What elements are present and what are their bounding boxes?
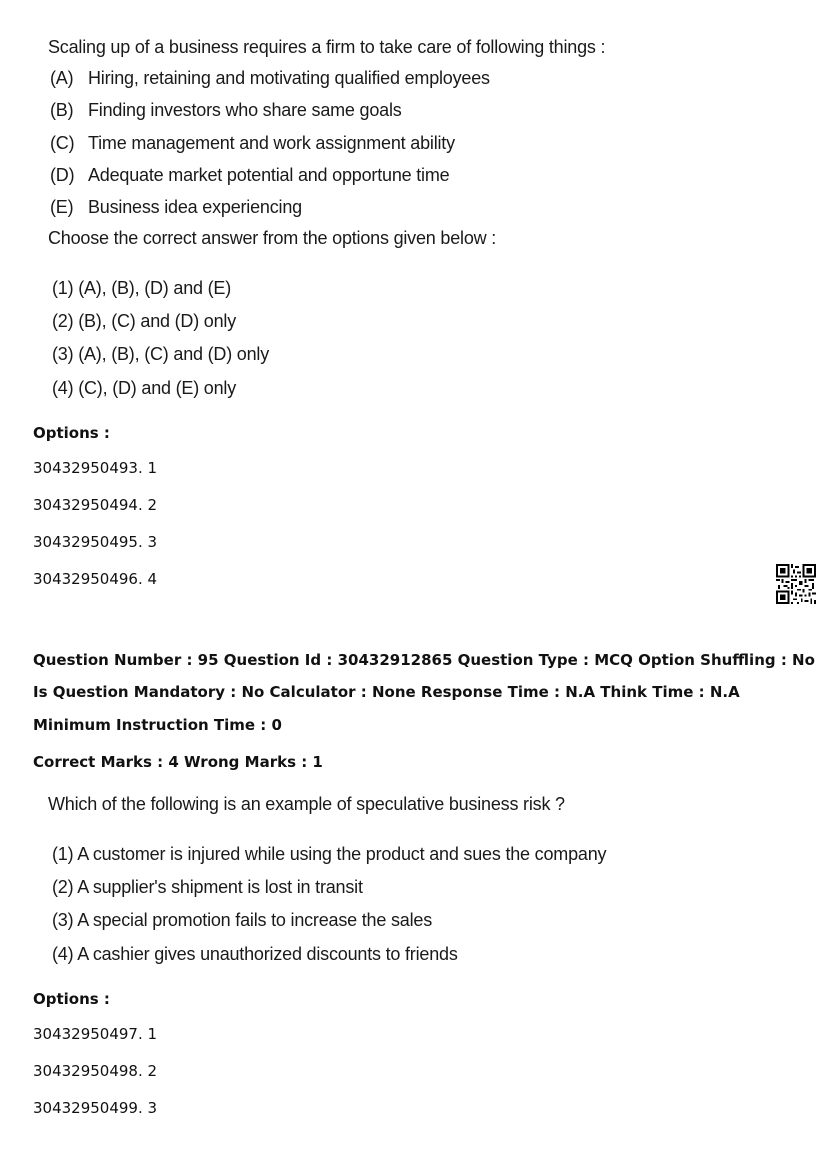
- question-intro: Scaling up of a business requires a firm to take care of following things :: [48, 37, 606, 57]
- options-label: Options :: [33, 990, 110, 1008]
- statement-letter: (E): [50, 197, 74, 217]
- option-id: 30432950498. 2: [33, 1062, 158, 1080]
- statement-text: Finding investors who share same goals: [88, 100, 402, 120]
- option-id: 30432950499. 3: [33, 1099, 158, 1117]
- answer-choice: (3) (A), (B), (C) and (D) only: [52, 344, 270, 364]
- statement-text: Business idea experiencing: [88, 197, 302, 217]
- option-id: 30432950494. 2: [33, 496, 158, 514]
- statement-text: Time management and work assignment ability: [88, 133, 455, 153]
- statement-letter: (B): [50, 100, 74, 120]
- statement-a: [50, 68, 490, 89]
- statement-letter: (D): [50, 165, 75, 185]
- option-id: 30432950496. 4: [33, 570, 158, 588]
- answer-choice: (1) A customer is injured while using the product and sues the company: [52, 844, 607, 864]
- answer-choice: (2) A supplier's shipment is lost in transit: [52, 877, 363, 897]
- qr-code-icon: [776, 564, 816, 604]
- question-instruction: Choose the correct answer from the options given below :: [48, 228, 497, 248]
- question-meta-line: Is Question Mandatory : No Calculator : None Response Time : N.A Think Time : N.A: [33, 683, 740, 701]
- option-id: 30432950495. 3: [33, 533, 158, 551]
- question-meta-line: Minimum Instruction Time : 0: [33, 716, 282, 734]
- options-label: Options :: [33, 424, 110, 442]
- answer-choice: (4) A cashier gives unauthorized discounts to friends: [52, 944, 458, 964]
- question-text: Which of the following is an example of speculative business risk ?: [48, 794, 565, 814]
- statement-text: Hiring, retaining and motivating qualified employees: [88, 68, 490, 88]
- statement-letter: (A): [50, 68, 74, 88]
- answer-choice: (3) A special promotion fails to increase the sales: [52, 910, 432, 930]
- statement-text: Adequate market potential and opportune time: [88, 165, 450, 185]
- option-id: 30432950497. 1: [33, 1025, 158, 1043]
- statement-e: [50, 197, 302, 218]
- question-meta-line: Question Number : 95 Question Id : 30432912865 Question Type : MCQ Option Shuffling : No: [33, 651, 815, 669]
- question-marks: Correct Marks : 4 Wrong Marks : 1: [33, 753, 323, 771]
- answer-choice: (4) (C), (D) and (E) only: [52, 378, 237, 398]
- statement-c: [50, 133, 455, 154]
- option-id: 30432950493. 1: [33, 459, 158, 477]
- answer-choice: (1) (A), (B), (D) and (E): [52, 278, 232, 298]
- statement-d: [50, 165, 449, 186]
- statement-letter: (C): [50, 133, 75, 153]
- answer-choice: (2) (B), (C) and (D) only: [52, 311, 237, 331]
- statement-b: [50, 100, 402, 121]
